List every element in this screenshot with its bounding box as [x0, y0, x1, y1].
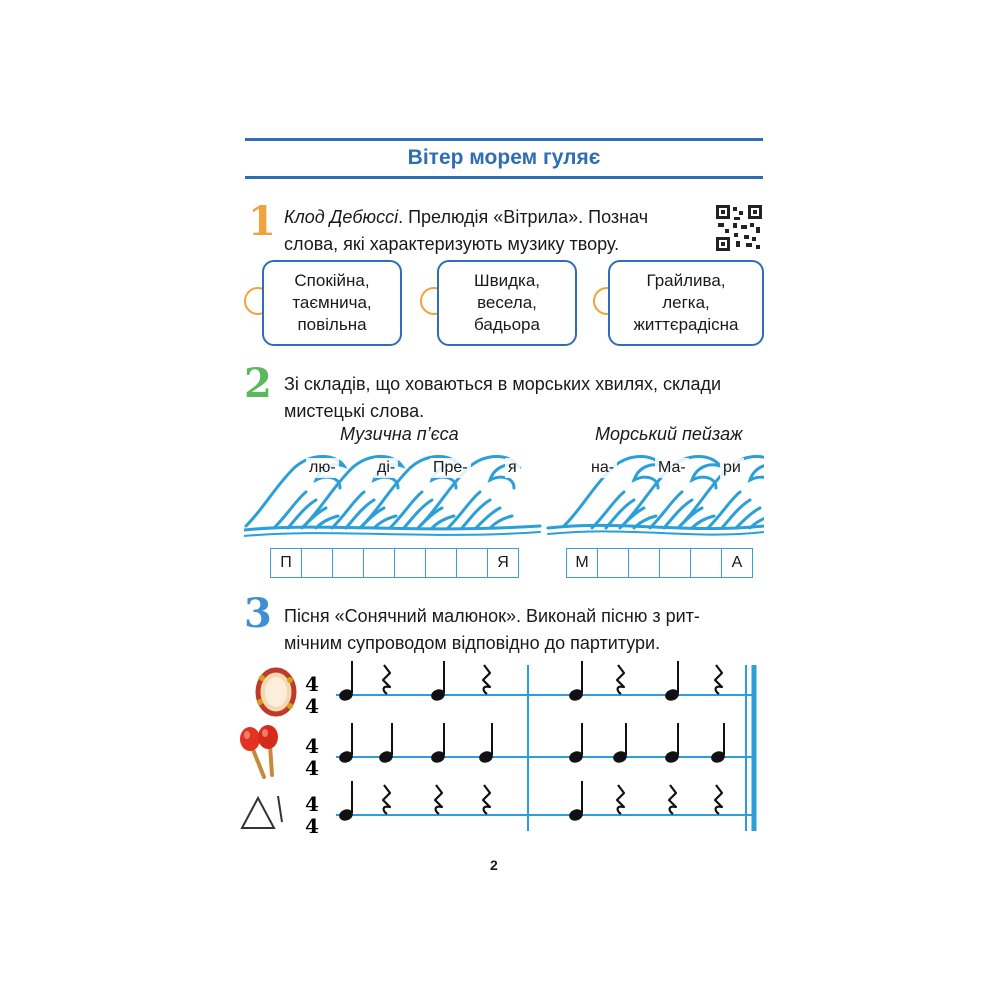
answer-cell[interactable]: [332, 548, 364, 578]
quarter-rest: [715, 785, 722, 814]
rhythm-score: [300, 655, 764, 835]
option-2-line-2: весела,: [477, 293, 537, 312]
time-signature-top: 4: [305, 734, 319, 758]
quarter-rest: [435, 785, 442, 814]
answer-cell[interactable]: [301, 548, 333, 578]
option-box-3[interactable]: [608, 260, 764, 346]
left-syllable-3: Пре-: [430, 458, 471, 478]
quarter-rest: [669, 785, 676, 814]
left-syllable-2: ді-: [374, 458, 398, 478]
time-signature-bottom: 4: [305, 814, 319, 835]
answer-cell[interactable]: [628, 548, 660, 578]
quarter-rest: [715, 665, 722, 694]
answer-cell[interactable]: М: [566, 548, 598, 578]
option-1-line-2: таємнича,: [292, 293, 372, 312]
right-syllable-3: ри: [720, 458, 744, 478]
answer-cell[interactable]: [425, 548, 457, 578]
option-3-line-2: легка,: [662, 293, 710, 312]
answer-cell[interactable]: [597, 548, 629, 578]
answer-cell[interactable]: [394, 548, 426, 578]
option-3-line-1: Грайлива,: [646, 271, 726, 290]
right-syllable-1: на-: [588, 458, 617, 478]
option-2-line-3: бадьора: [474, 315, 540, 334]
task2-text-line1: Зі складів, що ховаються в морських хвилях, склади: [284, 374, 722, 394]
answer-cell[interactable]: [363, 548, 395, 578]
time-signature-top: 4: [305, 792, 319, 816]
tambourine-icon: [254, 666, 298, 718]
qr-code-icon: [716, 205, 762, 251]
triangle-icon: [238, 794, 286, 834]
answer-cell[interactable]: Я: [487, 548, 519, 578]
task3-text: [284, 603, 764, 657]
right-subtitle: Морський пейзаж: [595, 424, 743, 444]
page-number: 2: [490, 857, 498, 873]
task-number-2: 2: [244, 360, 272, 407]
option-3-line-3: життєрадісна: [633, 315, 739, 334]
option-1-line-1: Спокійна,: [294, 271, 370, 290]
left-syllable-1: лю-: [306, 458, 339, 478]
left-subtitle: Музична п’єса: [340, 424, 459, 444]
quarter-rest: [617, 665, 624, 694]
title-rule-top: [245, 138, 763, 141]
maracas-icon: [238, 725, 286, 781]
task1-text-line2: слова, які характеризують музику твору.: [284, 234, 620, 254]
left-syllable-4: я: [505, 458, 520, 478]
page-title: Вітер морем гуляє: [407, 146, 601, 169]
task1-author: Клод Дебюссі: [284, 207, 399, 227]
right-answer-grid[interactable]: [566, 548, 752, 578]
quarter-rest: [617, 785, 624, 814]
answer-cell[interactable]: П: [270, 548, 302, 578]
task-number-3: 3: [244, 590, 272, 637]
task3-text-line1: Пісня «Сонячний малюнок». Виконай пісню з рит-: [284, 606, 700, 626]
left-answer-grid[interactable]: [270, 548, 518, 578]
quarter-rest: [483, 785, 490, 814]
time-signature-top: 4: [305, 672, 319, 696]
task1-text: [284, 204, 714, 258]
quarter-rest: [383, 785, 390, 814]
title-rule-bottom: [245, 176, 763, 179]
answer-cell[interactable]: [456, 548, 488, 578]
option-box-1[interactable]: [262, 260, 402, 346]
right-syllable-2: Ма-: [655, 458, 689, 478]
quarter-rest: [483, 665, 490, 694]
option-1-line-3: повільна: [297, 315, 367, 334]
option-box-2[interactable]: [437, 260, 577, 346]
time-signature-bottom: 4: [305, 694, 319, 718]
task2-text: [284, 371, 764, 425]
answer-cell[interactable]: [659, 548, 691, 578]
quarter-rest: [383, 665, 390, 694]
time-signature-bottom: 4: [305, 756, 319, 780]
answer-cell[interactable]: [690, 548, 722, 578]
option-2-line-1: Швидка,: [473, 271, 541, 290]
answer-cell[interactable]: А: [721, 548, 753, 578]
task3-text-line2: мічним супроводом відповідно до партитури.: [284, 633, 661, 653]
task-number-1: 1: [248, 198, 276, 245]
task2-text-line2: мистецькі слова.: [284, 401, 425, 421]
task1-text-line1: . Прелюдія «Вітрила». Познач: [398, 207, 649, 227]
